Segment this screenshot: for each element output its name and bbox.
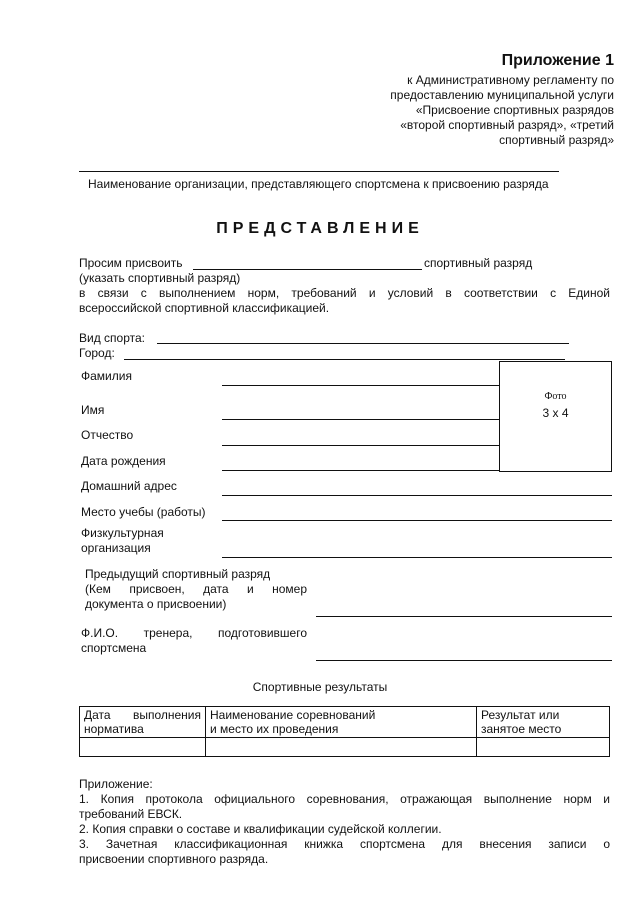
header-line-4: «второй спортивный разряд», «третий	[400, 118, 614, 132]
appendix-header	[390, 51, 614, 148]
city-label: Город:	[79, 346, 115, 360]
col-result-header: Результат или занятое место	[477, 707, 610, 738]
header-line-5: спортивный разряд»	[499, 133, 614, 147]
prev-rank-label-2: (Кем присвоен, дата и номер	[85, 582, 307, 596]
patronymic-input-line[interactable]	[222, 445, 499, 446]
appendix-item-1-line-2: требований ЕВСК.	[79, 807, 183, 821]
organization-caption: Наименование организации, представляющего спортсмена к присвоению разряда	[88, 177, 549, 191]
coach-label-2: спортсмена	[81, 641, 147, 655]
cell-competition[interactable]	[206, 738, 477, 757]
header-line-2: предоставлению муниципальной услуги	[390, 88, 614, 102]
request-prefix: Просим присвоить	[79, 256, 183, 270]
photo-box	[499, 361, 612, 472]
cell-result[interactable]	[477, 738, 610, 757]
header-line-1: к Административному регламенту по	[407, 73, 614, 87]
rank-hint: (указать спортивный разряд)	[79, 271, 241, 285]
coach-label-1: Ф.И.О. тренера, подготовившего	[81, 626, 307, 640]
results-table	[79, 706, 610, 757]
appendix-item-3-line-2: присвоении спортивного разряда.	[79, 852, 269, 866]
organization-name-line[interactable]	[79, 171, 559, 172]
rank-input-line[interactable]	[193, 269, 422, 270]
address-label: Домашний адрес	[81, 479, 177, 493]
prev-rank-label-3: документа о присвоении)	[85, 597, 227, 611]
appendix-item-1-line-1: 1. Копия протокола официального соревнования, отражающая выполнение норм и	[79, 792, 610, 806]
sport-org-input-line[interactable]	[222, 557, 612, 558]
table-header-row	[80, 707, 610, 738]
birth-date-label: Дата рождения	[81, 454, 166, 468]
appendix-item-2: 2. Копия справки о составе и квалификации судейской коллегии.	[79, 822, 442, 836]
results-caption: Спортивные результаты	[252, 680, 388, 694]
work-label: Место учебы (работы)	[81, 505, 206, 519]
col-competition-header: Наименование соревнований и место их проведения	[206, 707, 477, 738]
request-suffix: спортивный разряд	[424, 256, 533, 270]
col-date-header: Дата выполнения норматива	[80, 707, 206, 738]
sport-label: Вид спорта:	[79, 331, 145, 345]
appendix-list-title: Приложение:	[79, 777, 153, 791]
sport-input-line[interactable]	[157, 343, 569, 344]
table-row	[80, 738, 610, 757]
photo-size: 3 х 4	[542, 406, 569, 420]
photo-label: Фото	[544, 391, 567, 402]
prev-rank-label-1: Предыдущий спортивный разряд	[85, 567, 271, 581]
document-title: ПРЕДСТАВЛЕНИЕ	[216, 220, 424, 237]
coach-input-line[interactable]	[316, 660, 612, 661]
name-label: Имя	[81, 403, 105, 417]
appendix-item-3-line-1: 3. Зачетная классификационная книжка спортсмена для внесения записи о	[79, 837, 610, 851]
patronymic-label: Отчество	[81, 428, 134, 442]
appendix-title: Приложение 1	[501, 52, 614, 69]
request-text-line-1: в связи с выполнением норм, требований и условий в соответствии с Единой	[79, 286, 610, 300]
surname-input-line[interactable]	[222, 385, 499, 386]
header-line-3: «Присвоение спортивных разрядов	[415, 103, 614, 117]
request-text-line-2: всероссийской спортивной классификацией.	[79, 301, 330, 315]
sport-org-label-2: организация	[81, 541, 151, 555]
sport-org-label-1: Физкультурная	[81, 526, 164, 540]
cell-date[interactable]	[80, 738, 206, 757]
name-input-line[interactable]	[222, 419, 499, 420]
prev-rank-input-line[interactable]	[316, 616, 612, 617]
city-input-line[interactable]	[124, 359, 565, 360]
work-input-line[interactable]	[222, 520, 612, 521]
birth-date-input-line[interactable]	[222, 470, 499, 471]
surname-label: Фамилия	[81, 369, 132, 383]
address-input-line[interactable]	[222, 495, 612, 496]
